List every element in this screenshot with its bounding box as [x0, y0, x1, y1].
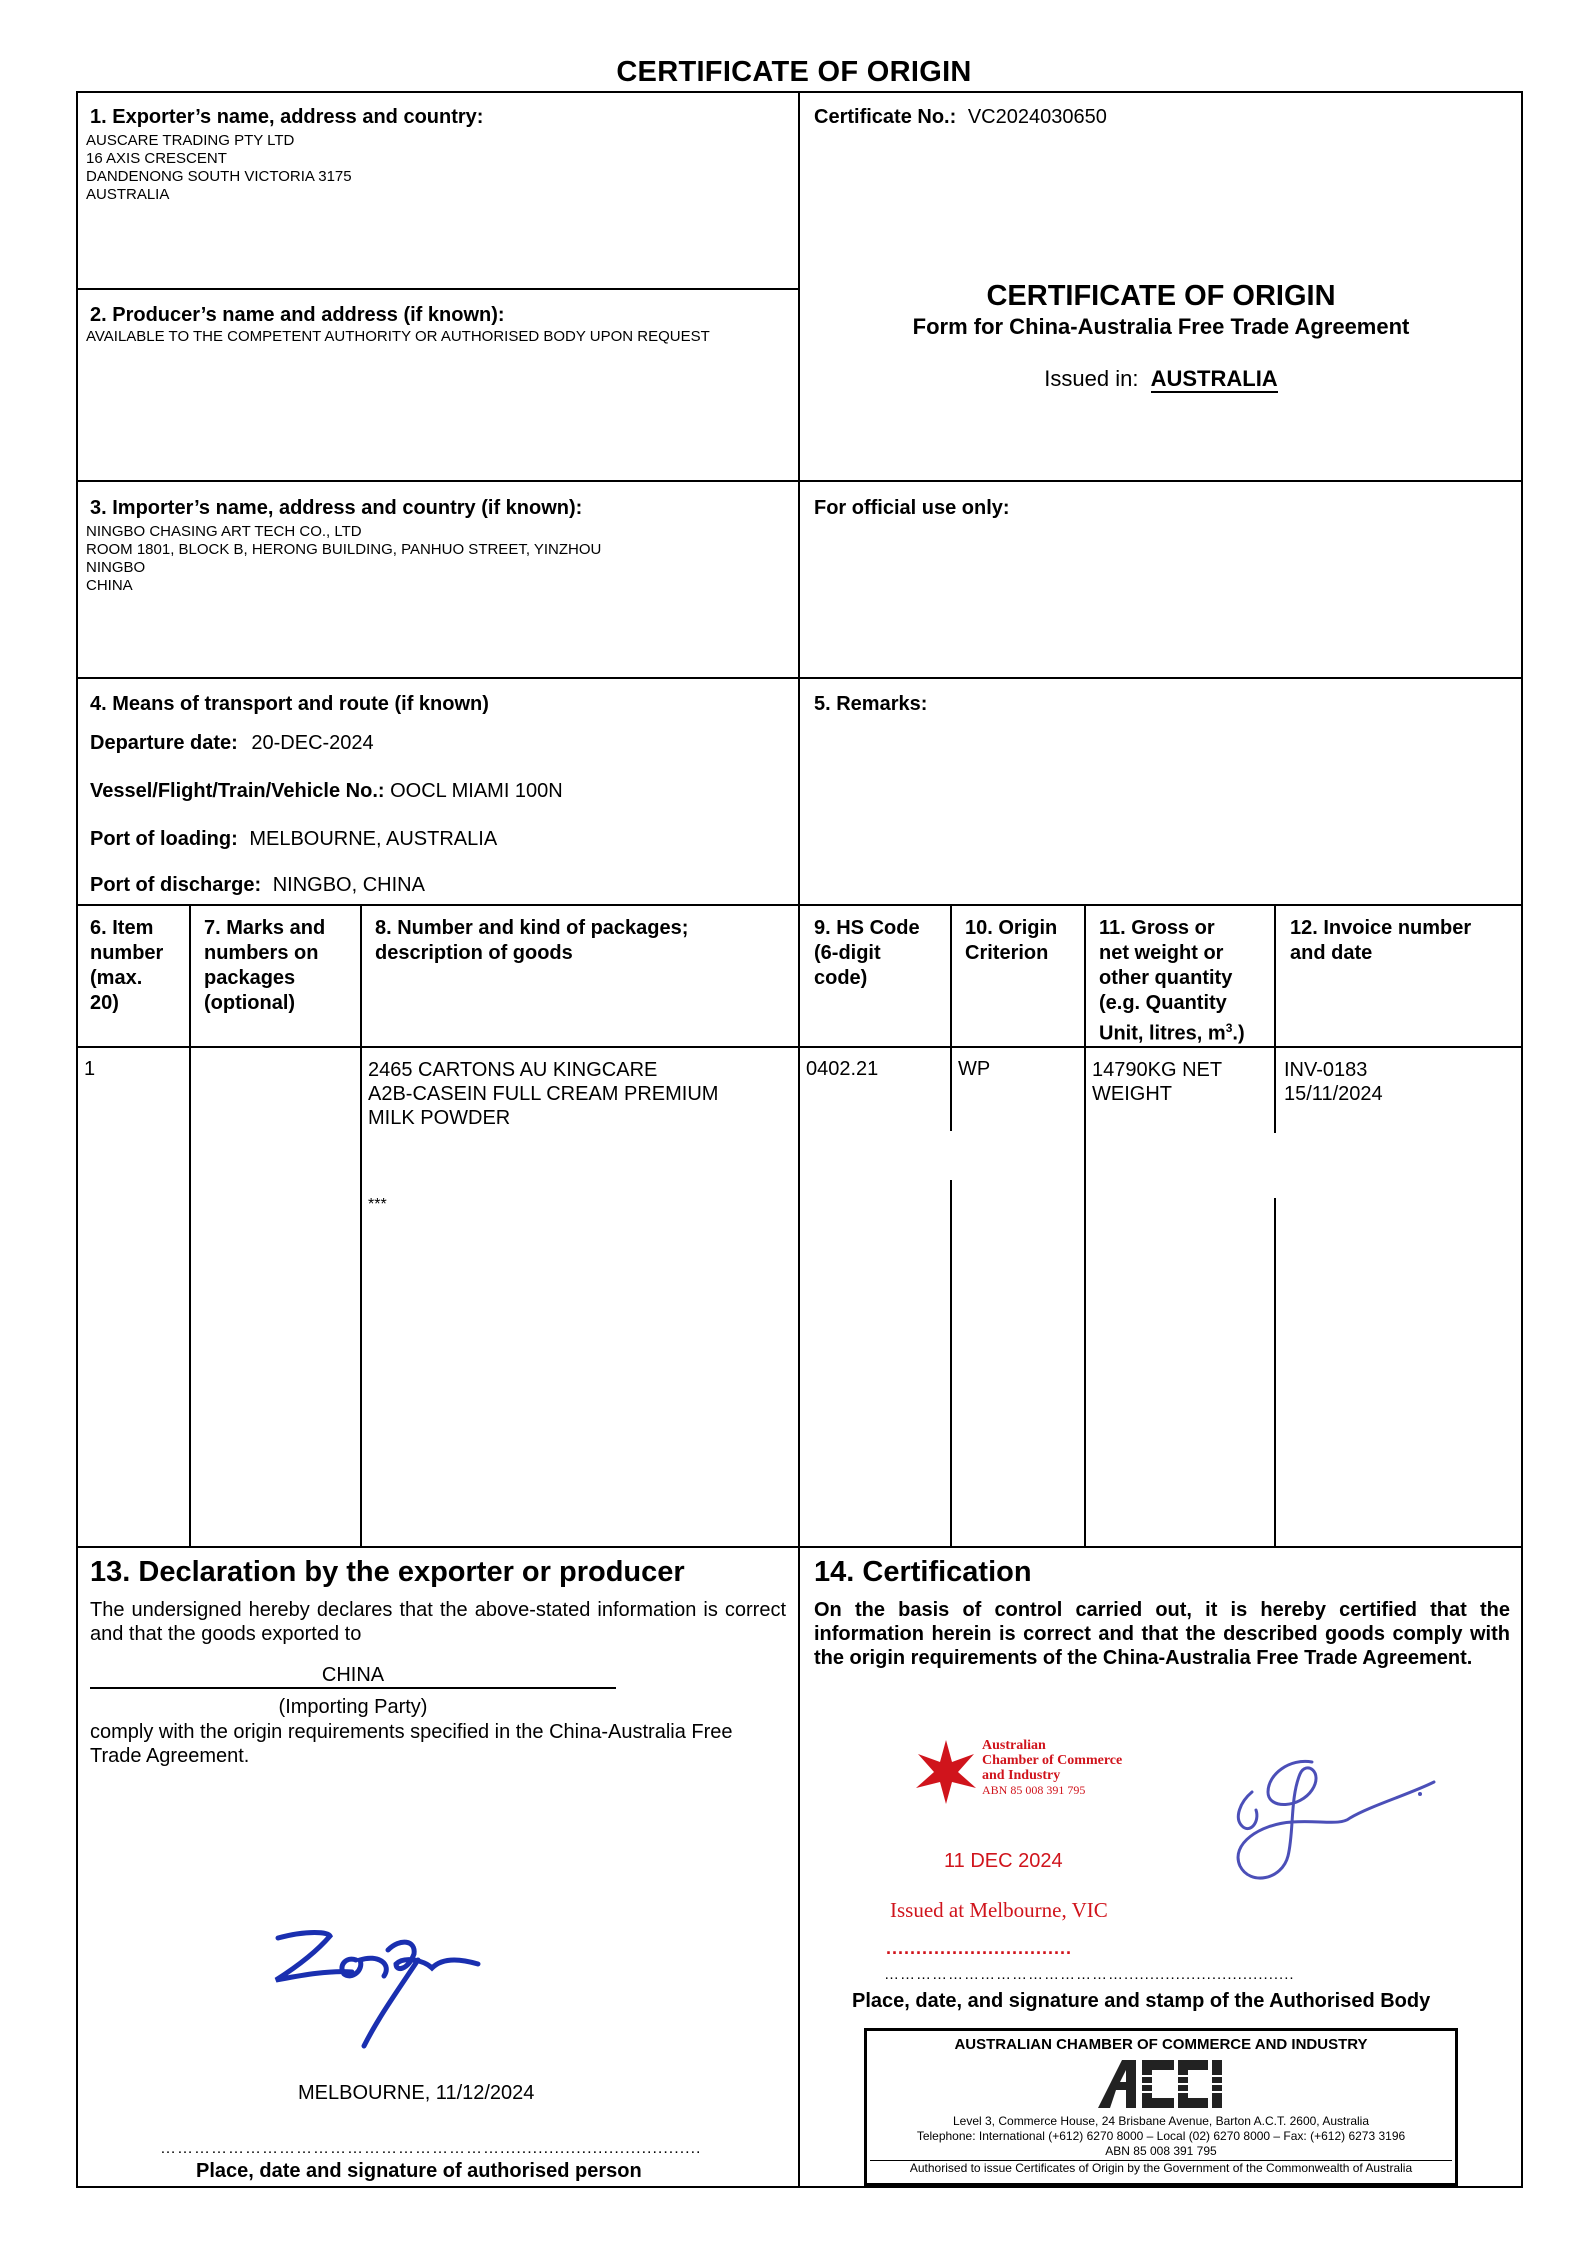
discharge-value: NINGBO, CHINA	[272, 874, 425, 896]
port-of-loading	[90, 828, 497, 851]
header-line: description of goods	[375, 942, 573, 964]
box2-label: 2. Producer’s name and address (if known):	[90, 304, 505, 326]
departure-date	[90, 732, 374, 755]
exporter-line: 16 AXIS CRESCENT	[86, 150, 227, 167]
chamber-name-line: Australian	[982, 1738, 1046, 1753]
stamp-date: 11 DEC 2024	[944, 1850, 1063, 1872]
invoice-line: INV-0183	[1284, 1059, 1368, 1081]
authority-signature-caption: Place, date, and signature and stamp of the Authorised Body	[852, 1990, 1431, 2012]
importer-line: NINGBO CHASING ART TECH CO., LTD	[86, 523, 362, 540]
row-invoice	[1284, 1058, 1383, 1106]
exporter-line: AUSCARE TRADING PTY LTD	[86, 132, 295, 149]
document-title: CERTIFICATE OF ORIGIN	[616, 56, 972, 88]
authority-signature	[1220, 1752, 1450, 1892]
issued-in-label: Issued in:	[1044, 366, 1139, 391]
header-line: 12. Invoice number	[1290, 917, 1472, 939]
loading-value: MELBOURNE, AUSTRALIA	[249, 828, 498, 850]
declaration-text-1: The undersigned hereby declares that the above-stated information is correct and that the goods exported to	[90, 1599, 786, 1645]
col-line-6-7	[189, 905, 191, 1546]
issued-in-country: AUSTRALIA	[1150, 366, 1278, 391]
acci-abn: ABN 85 008 391 795	[1105, 2144, 1217, 2158]
box3-label: 3. Importer’s name, address and country (if known):	[90, 497, 583, 519]
header-invoice	[1290, 916, 1471, 966]
box1-label: 1. Exporter’s name, address and country:	[90, 106, 484, 128]
col-line-7-8	[360, 905, 362, 1546]
importer-address	[86, 523, 601, 595]
divider-row2	[77, 480, 1522, 482]
box5-label: 5. Remarks:	[814, 693, 928, 715]
certificate-heading: CERTIFICATE OF ORIGIN	[986, 280, 1336, 312]
description-line: 2465 CARTONS AU KINGCARE	[368, 1059, 658, 1081]
certificate-no-label: Certificate No.:	[814, 106, 957, 128]
chamber-abn: ABN 85 008 391 795	[982, 1783, 1086, 1797]
divider-row3	[77, 677, 1522, 679]
divider-v-top	[798, 92, 800, 905]
header-line: numbers on	[204, 942, 319, 964]
vessel-value: OOCL MIAMI 100N	[390, 780, 563, 802]
header-line: 10. Origin	[965, 917, 1058, 939]
row-item-number: 1	[84, 1058, 96, 1080]
col-line-11-12-a	[1274, 905, 1276, 1133]
header-line: (max.	[90, 967, 143, 989]
divider-box1-box2	[77, 288, 798, 290]
importer-line: NINGBO	[86, 559, 146, 576]
certification-text: On the basis of control carried out, it is hereby certified that the information herein is correct and that the described goods comply with the origin requirements of the China-Australia Free Trade Agreement.	[814, 1599, 1510, 1669]
declaration-country: CHINA	[90, 1664, 616, 1689]
row-description	[368, 1058, 718, 1130]
importer-line: CHINA	[86, 577, 133, 594]
departure-label: Departure date:	[90, 732, 238, 754]
header-line-text: Unit, litres, m	[1099, 1022, 1226, 1045]
exporter-signature-caption: Place, date and signature of authorised person	[196, 2160, 642, 2182]
acci-heading: AUSTRALIAN CHAMBER OF COMMERCE AND INDUSTRY	[954, 2036, 1368, 2053]
chamber-name	[982, 1738, 1122, 1798]
header-item-number	[90, 916, 163, 1016]
header-line: (optional)	[204, 992, 296, 1014]
row-criterion: WP	[958, 1058, 991, 1080]
col-line-9-10-a	[950, 905, 952, 1131]
header-line	[1099, 1016, 1245, 1047]
exporter-signature-line: …………………………………………………….....................................	[160, 2140, 702, 2157]
vessel-number	[90, 780, 563, 803]
header-line: 6. Item	[90, 917, 154, 939]
authority-signature-line: ……………………………………….................................	[884, 1966, 1295, 1983]
certificate-number	[814, 106, 1107, 129]
row-hs-code: 0402.21	[806, 1058, 879, 1080]
exporter-address	[86, 132, 352, 204]
description-line: MILK POWDER	[368, 1107, 511, 1129]
header-origin-criterion	[965, 916, 1057, 966]
col-line-8-9	[798, 905, 800, 2187]
weight-line: 14790KG NET	[1092, 1059, 1223, 1081]
invoice-line: 15/11/2024	[1284, 1083, 1383, 1105]
superscript: 3	[1225, 1021, 1233, 1035]
loading-label: Port of loading:	[90, 828, 238, 850]
importing-party-label: (Importing Party)	[278, 1696, 428, 1718]
exporter-line: DANDENONG SOUTH VICTORIA 3175	[86, 168, 352, 185]
header-weight	[1099, 916, 1245, 1047]
header-line: number	[90, 942, 164, 964]
exporter-place-date: MELBOURNE, 11/12/2024	[298, 2082, 535, 2104]
declaration-text-2: comply with the origin requirements specified in the China-Australia Free Trade Agreement.	[90, 1721, 733, 1767]
issued-in	[800, 366, 1522, 393]
header-description	[375, 916, 688, 966]
acci-authorised: Authorised to issue Certificates of Origin by the Government of the Commonwealth of Australia	[870, 2160, 1452, 2176]
header-line: 8. Number and kind of packages;	[375, 917, 689, 939]
port-of-discharge	[90, 874, 425, 897]
box4-label: 4. Means of transport and route (if known)	[90, 693, 489, 715]
header-line: 9. HS Code	[814, 917, 920, 939]
header-line: (6-digit	[814, 942, 881, 964]
header-line: 7. Marks and	[204, 917, 326, 939]
acci-logo	[1096, 2056, 1226, 2110]
issued-at: Issued at Melbourne, VIC	[890, 1898, 1108, 1922]
header-marks	[204, 916, 325, 1016]
row-weight	[1092, 1058, 1222, 1106]
exporter-line: AUSTRALIA	[86, 186, 170, 203]
header-line: packages	[204, 967, 296, 989]
col-line-11-12-b	[1274, 1198, 1276, 1546]
exporter-signature	[268, 1920, 498, 2050]
header-line: Criterion	[965, 942, 1049, 964]
acci-details	[864, 2114, 1458, 2176]
producer-text: AVAILABLE TO THE COMPETENT AUTHORITY OR AUTHORISED BODY UPON REQUEST	[86, 328, 710, 345]
certificate-no-value: VC2024030650	[967, 106, 1107, 128]
chamber-star-icon	[912, 1738, 980, 1806]
acci-logo-icon	[1096, 2056, 1226, 2110]
header-line: and date	[1290, 942, 1373, 964]
chamber-name-line: Chamber of Commerce	[982, 1753, 1123, 1768]
header-line-tail: .)	[1232, 1022, 1245, 1045]
box14-label: 14. Certification	[814, 1556, 1032, 1588]
discharge-label: Port of discharge:	[90, 874, 262, 896]
certificate-subheading: Form for China-Australia Free Trade Agreement	[912, 314, 1410, 339]
acci-address: Level 3, Commerce House, 24 Brisbane Avenue, Barton A.C.T. 2600, Australia	[952, 2114, 1369, 2128]
stamp-dotted-line: ...............................	[886, 1938, 1073, 1958]
acci-telephone: Telephone: International (+612) 6270 8000 – Local (02) 6270 8000 – Fax: (+612) 6273 3196	[916, 2129, 1406, 2143]
box13-label: 13. Declaration by the exporter or producer	[90, 1556, 685, 1588]
header-line: 11. Gross or	[1099, 917, 1215, 939]
col-line-9-10-b	[950, 1180, 952, 1546]
header-line: other quantity	[1099, 967, 1233, 989]
description-end-mark: ***	[368, 1196, 387, 1213]
importer-line: ROOM 1801, BLOCK B, HERONG BUILDING, PANHUO STREET, YINZHOU	[86, 541, 602, 558]
departure-value: 20-DEC-2024	[251, 732, 374, 754]
col-line-10-11	[1084, 905, 1086, 1546]
header-line: (e.g. Quantity	[1099, 992, 1227, 1014]
chamber-name-line: and Industry	[982, 1768, 1061, 1783]
header-line: code)	[814, 967, 868, 989]
vessel-label: Vessel/Flight/Train/Vehicle No.:	[90, 780, 385, 802]
official-use-label: For official use only:	[814, 497, 1010, 519]
weight-line: WEIGHT	[1092, 1083, 1172, 1105]
description-line: A2B-CASEIN FULL CREAM PREMIUM	[368, 1083, 719, 1105]
header-line: net weight or	[1099, 942, 1224, 964]
header-hs-code	[814, 916, 920, 991]
header-line: 20)	[90, 992, 119, 1014]
